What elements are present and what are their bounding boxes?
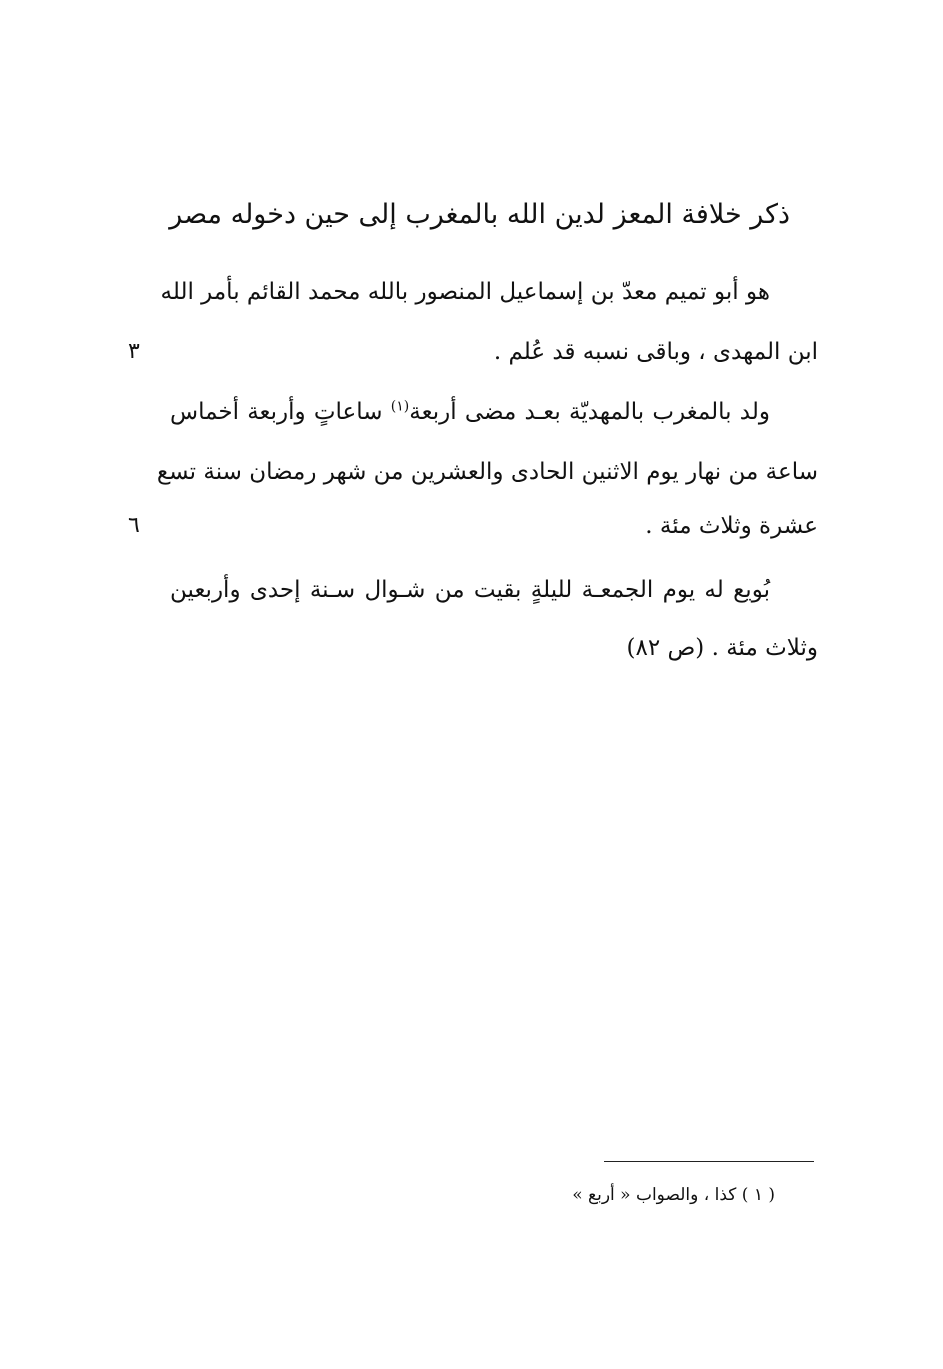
- section-heading: ذكر خلافة المعز لدين الله بالمغرب إلى حين دخوله مصر: [169, 199, 790, 230]
- paragraph-2-line-1: [170, 392, 770, 432]
- footnote-separator: [604, 1161, 814, 1162]
- margin-line-number-3: ٣: [128, 339, 140, 364]
- paragraph-2-line-1-text-b: ساعاتٍ وأربعة أخماس: [170, 399, 391, 425]
- margin-line-number-6: ٦: [128, 513, 140, 538]
- paragraph-2-line-2: ساعة من نهار يوم الاثنين الحادى والعشرين من شهر رمضان سنة تسع: [156, 459, 818, 485]
- paragraph-1-line-1: هو أبو تميم معدّ بن إسماعيل المنصور بالله محمد القائم بأمر الله: [160, 279, 770, 305]
- footnote-text: ( ١ ) كذا ، والصواب « أربع »: [572, 1185, 775, 1205]
- paragraph-3-line-1: بُويع له يوم الجمعـة لليلةٍ بقيت من شـوال سـنة إحدى وأربعين: [170, 577, 770, 603]
- paragraph-3-line-2: وثلاث مئة . (ص ٨٢): [626, 635, 818, 661]
- footnote-reference-mark: (١): [390, 398, 410, 415]
- paragraph-2-line-3: عشرة وثلاث مئة .: [645, 513, 818, 539]
- paragraph-1-line-2: ابن المهدى ، وباقى نسبه قد عُلم .: [493, 339, 818, 365]
- paragraph-2-line-1-text-a: ولد بالمغرب بالمهديّة بعـد مضى أربعة: [409, 399, 770, 425]
